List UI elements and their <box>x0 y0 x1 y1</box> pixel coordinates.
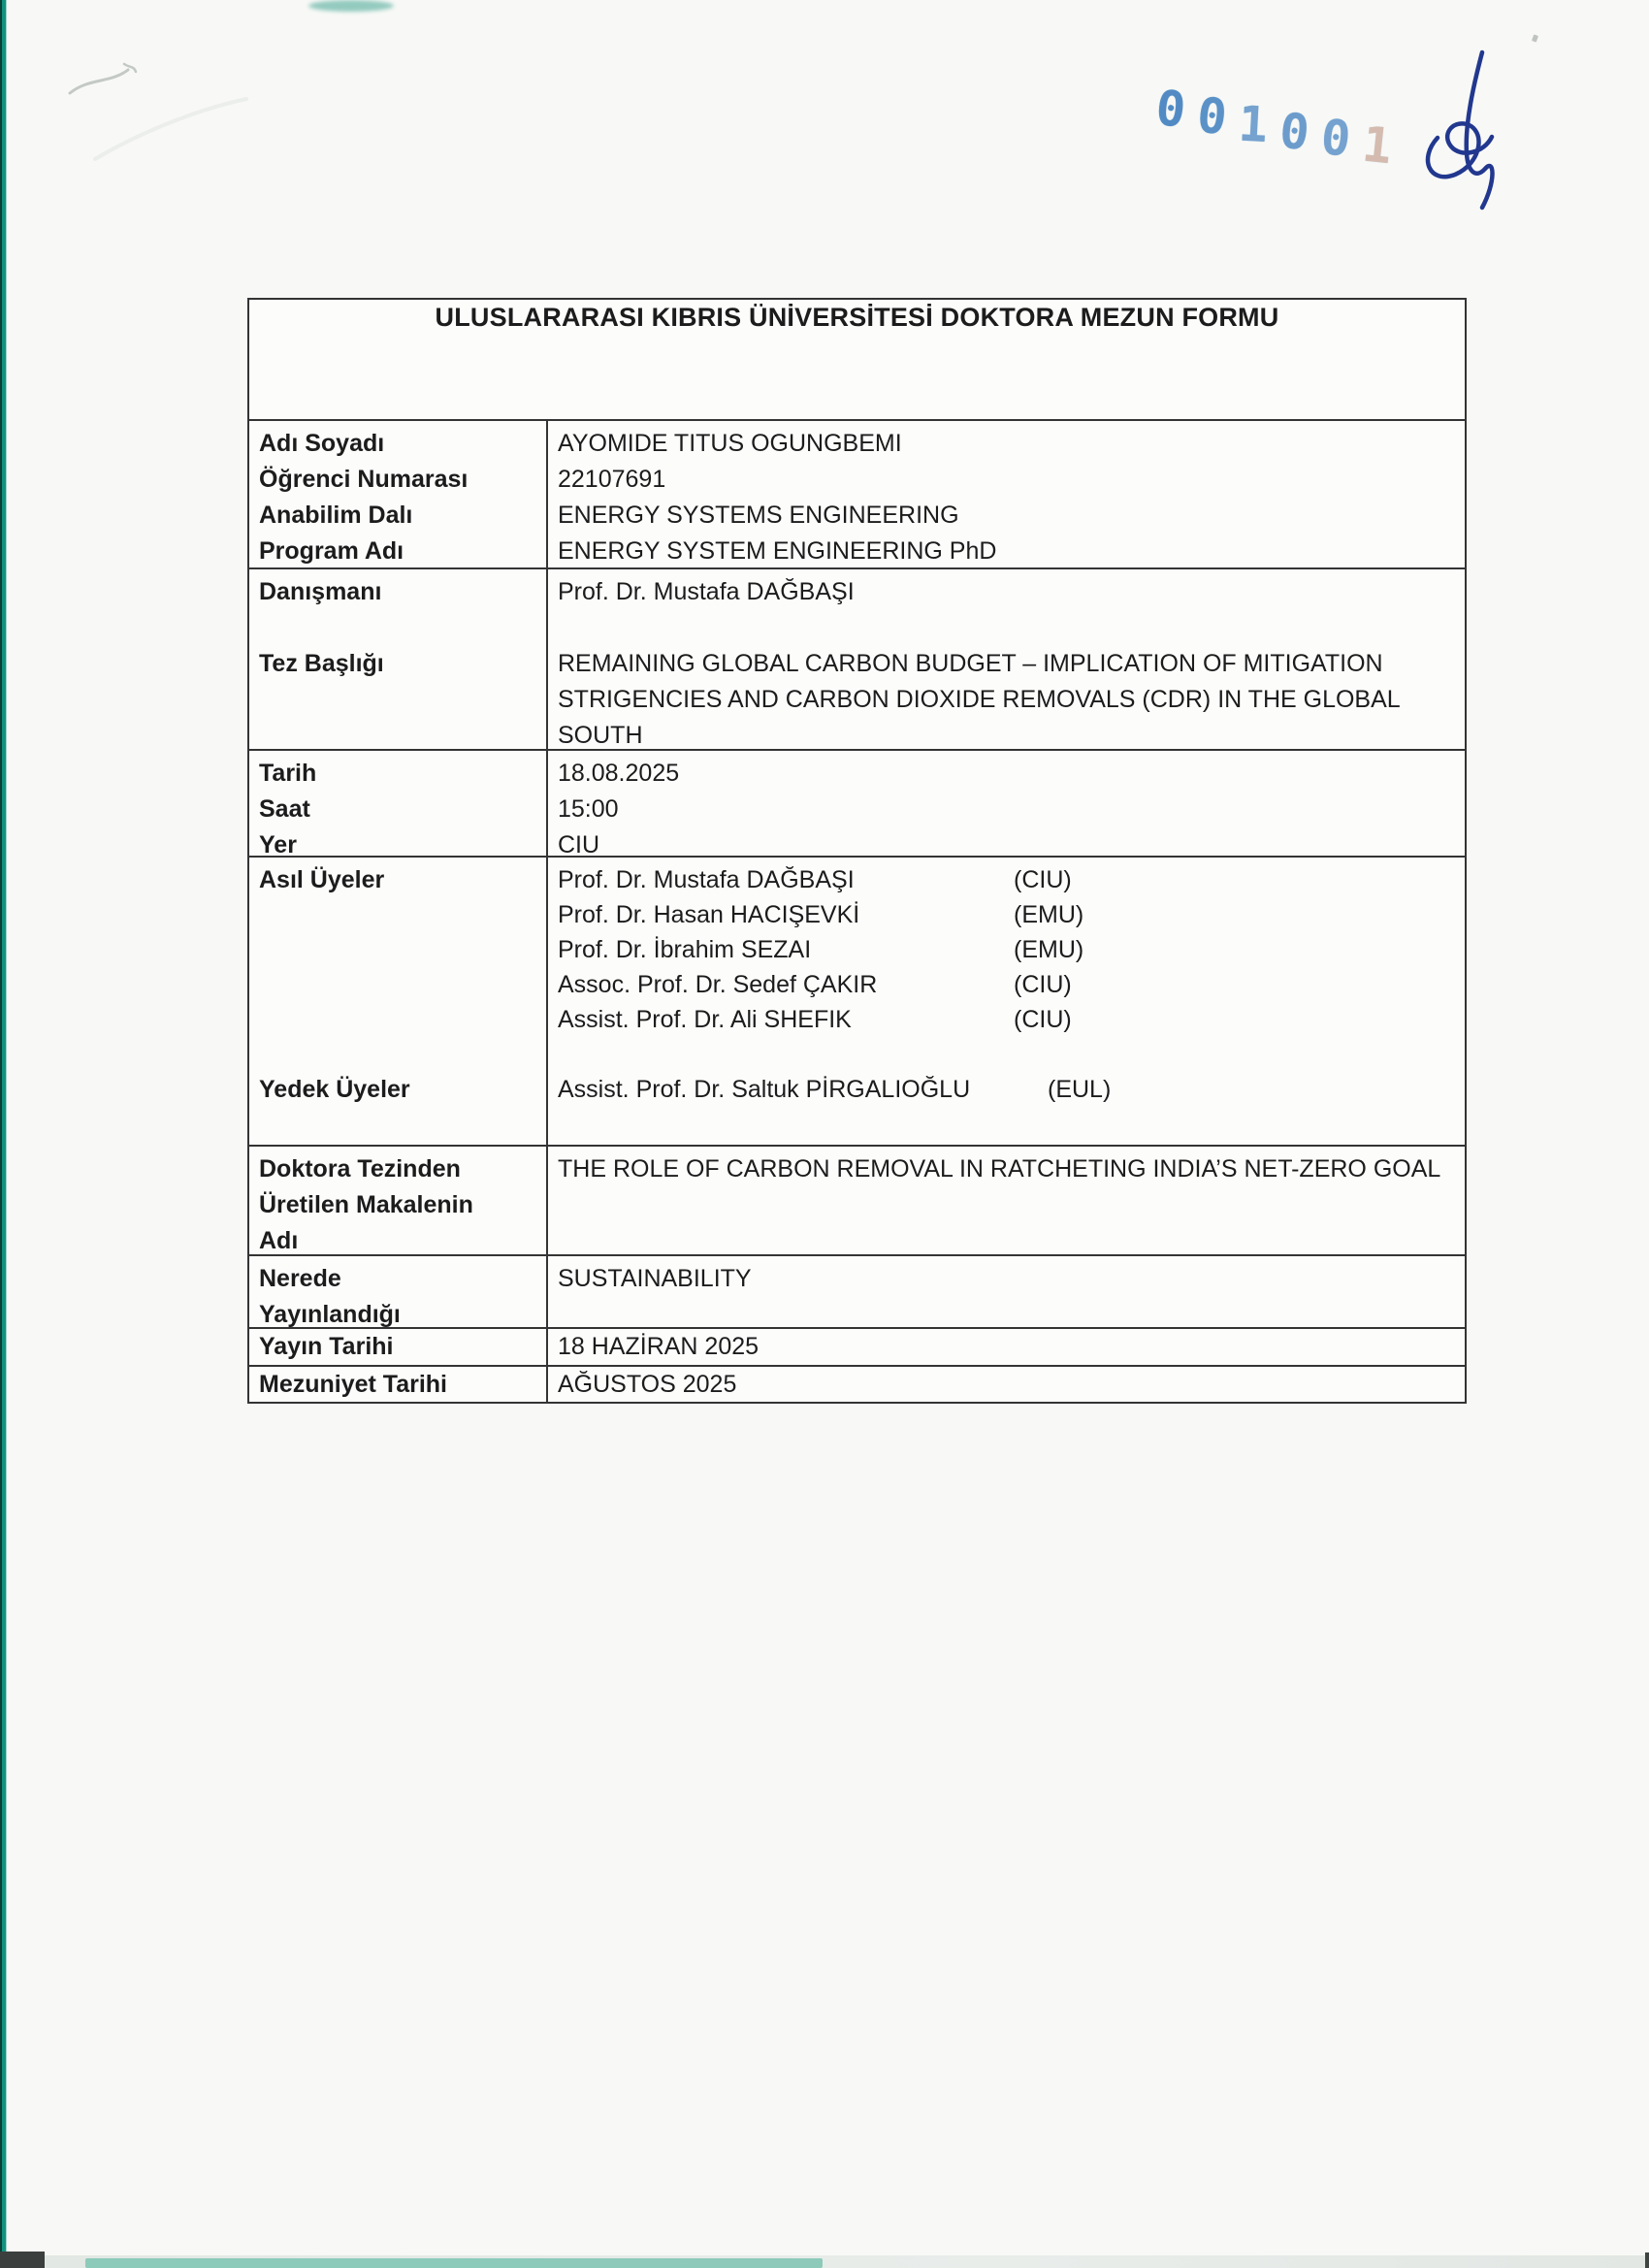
graduation-date-row <box>249 1365 1465 1402</box>
scan-bottom-teal-band <box>85 2258 823 2268</box>
jury-member <box>558 862 1453 897</box>
field-label: Saat <box>259 795 310 823</box>
member-affiliation: (EUL) <box>1048 1076 1112 1103</box>
graduation-date-value <box>548 1367 1465 1402</box>
field-label: Adı Soyadı <box>259 430 385 457</box>
student-values <box>548 421 1465 567</box>
article-title: THE ROLE OF CARBON REMOVAL IN RATCHETING INDIA’S NET-ZERO GOAL <box>558 1155 1441 1183</box>
defense-labels <box>249 751 548 856</box>
scan-edge-strip <box>0 0 7 2268</box>
graduation-date-label <box>249 1367 548 1402</box>
thesis-title-line: SOUTH <box>558 722 643 749</box>
field-label: Tarih <box>259 760 317 787</box>
stamp-digit: 0 <box>1277 102 1312 162</box>
thesis-title-line: REMAINING GLOBAL CARBON BUDGET – IMPLICATION OF MITIGATION <box>558 650 1383 677</box>
jury-member <box>558 897 1453 932</box>
publish-date-label <box>249 1329 548 1365</box>
member-name: Assist. Prof. Dr. Saltuk PİRGALIOĞLU <box>558 1076 971 1103</box>
defense-place: CIU <box>558 831 600 856</box>
publish-date-value <box>548 1329 1465 1365</box>
jury-labels <box>249 858 548 1145</box>
field-label: Yayın Tarihi <box>259 1333 394 1360</box>
field-label: Mezuniyet Tarihi <box>259 1371 448 1398</box>
student-name: AYOMIDE TITUS OGUNGBEMI <box>558 430 902 457</box>
article-value <box>548 1147 1465 1254</box>
advisor-thesis-values <box>548 569 1465 749</box>
student-labels <box>249 421 548 567</box>
jury-member <box>558 1002 1453 1037</box>
member-name: Prof. Dr. Mustafa DAĞBAŞI <box>558 866 855 893</box>
member-affiliation: (CIU) <box>1014 1006 1072 1033</box>
defense-schedule-row <box>249 749 1465 856</box>
pencil-scribble <box>56 43 270 169</box>
stamp-digit: 0 <box>1194 86 1230 146</box>
form-title-row <box>249 300 1465 419</box>
published-in-row <box>249 1254 1465 1327</box>
defense-values <box>548 751 1465 856</box>
stamp-digit: 0 <box>1152 80 1188 139</box>
published-in-value <box>548 1256 1465 1327</box>
stamp-digit: 0 <box>1318 108 1354 168</box>
graduation-date: AĞUSTOS 2025 <box>558 1371 737 1398</box>
field-label: Yayınlandığı <box>259 1301 401 1327</box>
scan-corner-sliver <box>1645 2252 1649 2268</box>
thesis-title-line: STRIGENCIES AND CARBON DIOXIDE REMOVALS (CDR) IN THE GLOBAL <box>558 686 1401 713</box>
jury-values <box>548 858 1465 1145</box>
scan-speck <box>1532 34 1538 42</box>
jury-row <box>249 856 1465 1145</box>
jury-member <box>558 967 1453 1002</box>
field-label: Danışmanı <box>259 578 382 605</box>
field-label: Yer <box>259 831 297 856</box>
defense-date: 18.08.2025 <box>558 760 680 787</box>
publish-date: 18 HAZİRAN 2025 <box>558 1333 760 1360</box>
signature-mark <box>1405 45 1511 214</box>
field-label: Öğrenci Numarası <box>259 466 469 493</box>
page-number-stamp <box>1148 80 1449 216</box>
member-name: Assist. Prof. Dr. Ali SHEFIK <box>558 1006 852 1033</box>
student-number: 22107691 <box>558 466 666 493</box>
jury-member <box>558 932 1453 967</box>
publish-date-row <box>249 1327 1465 1365</box>
field-label: Yedek Üyeler <box>259 1076 410 1103</box>
field-label: Nerede <box>259 1265 341 1292</box>
scan-smudge <box>308 0 394 12</box>
field-label: Tez Başlığı <box>259 650 384 677</box>
field-label: Anabilim Dalı <box>259 502 413 529</box>
member-name: Prof. Dr. İbrahim SEZAI <box>558 936 812 963</box>
doctoral-graduate-form <box>247 298 1467 1404</box>
advisor-thesis-row <box>249 567 1465 749</box>
member-affiliation: (CIU) <box>1014 971 1072 998</box>
field-label: Adı <box>259 1227 299 1254</box>
advisor-thesis-labels <box>249 569 548 749</box>
field-label: Program Adı <box>259 537 404 565</box>
advisor-name: Prof. Dr. Mustafa DAĞBAŞI <box>558 578 855 605</box>
field-label: Üretilen Makalenin <box>259 1191 473 1218</box>
journal-name: SUSTAINABILITY <box>558 1265 752 1292</box>
student-info-row <box>249 419 1465 567</box>
published-in-labels <box>249 1256 548 1327</box>
member-name: Assoc. Prof. Dr. Sedef ÇAKIR <box>558 971 878 998</box>
defense-time: 15:00 <box>558 795 619 823</box>
field-label: Asıl Üyeler <box>259 866 385 893</box>
article-labels <box>249 1147 548 1254</box>
substitute-member <box>558 1072 1453 1107</box>
article-row <box>249 1145 1465 1254</box>
member-name: Prof. Dr. Hasan HACIŞEVKİ <box>558 901 860 928</box>
member-affiliation: (EMU) <box>1014 936 1084 963</box>
member-affiliation: (EMU) <box>1014 901 1084 928</box>
scan-corner-shadow <box>0 2252 45 2268</box>
member-affiliation: (CIU) <box>1014 866 1072 893</box>
stamp-digit: 1 <box>1237 95 1270 154</box>
form-title: ULUSLARARASI KIBRIS ÜNİVERSİTESİ DOKTORA MEZUN FORMU <box>435 303 1279 332</box>
program: ENERGY SYSTEM ENGINEERING PhD <box>558 537 997 565</box>
field-label: Doktora Tezinden <box>259 1155 461 1183</box>
stamp-digit: 1 <box>1359 115 1395 176</box>
department: ENERGY SYSTEMS ENGINEERING <box>558 502 959 529</box>
